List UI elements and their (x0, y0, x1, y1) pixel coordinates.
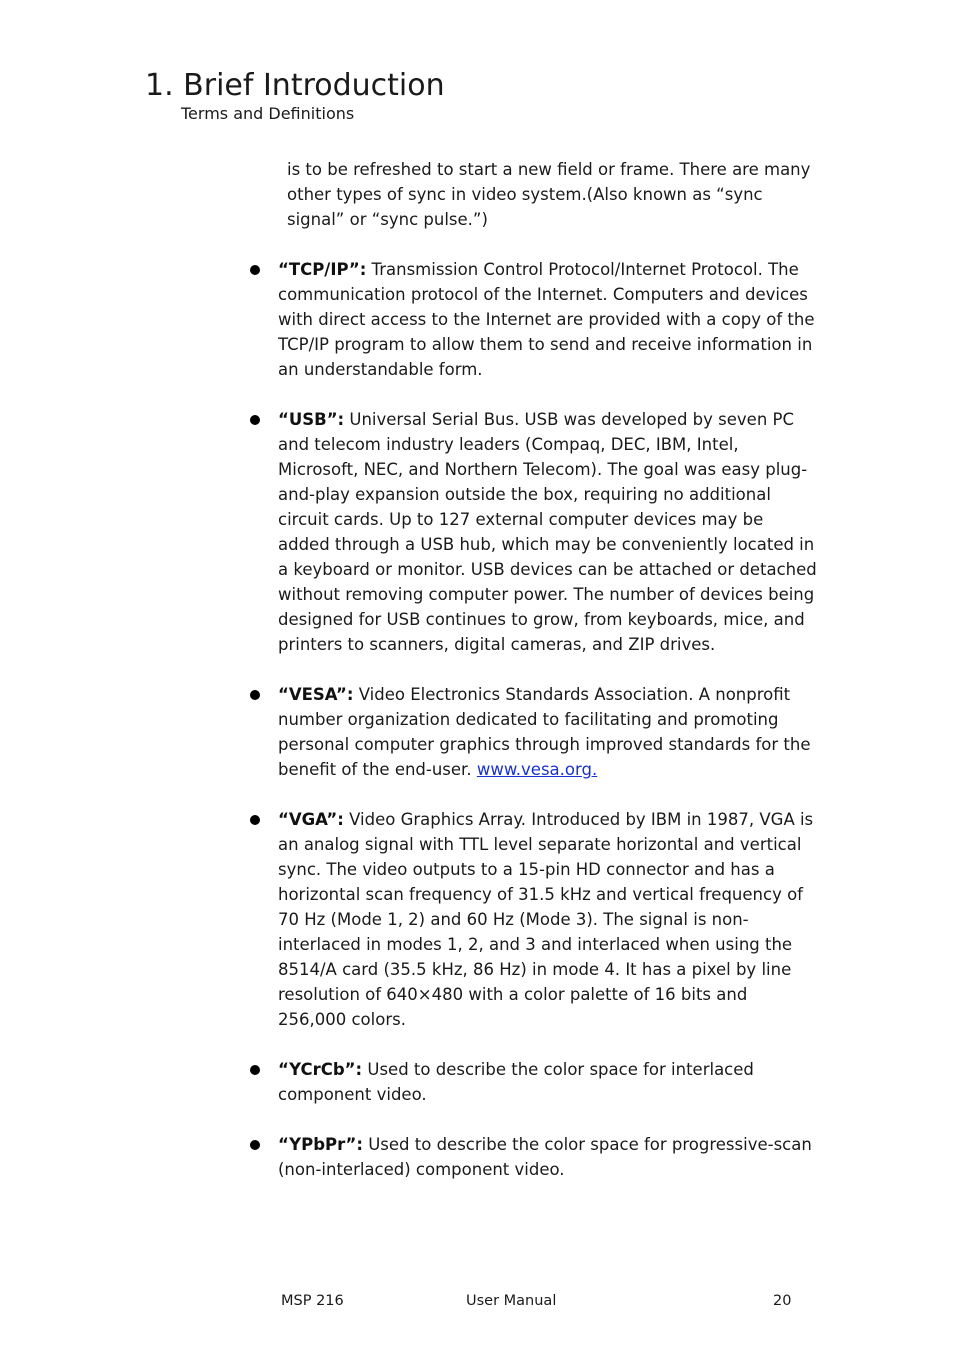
term-definition: Video Electronics Standards Association. A nonprofit number organization dedicated to facilitating and promoting personal computer graphics through improved standards for the benefit of the end-user. (278, 685, 811, 779)
term-name: “USB”: (278, 410, 345, 429)
term-definition: Video Graphics Array. Introduced by IBM in 1987, VGA is an analog signal with TTL level separate horizontal and vertical sync. The video outputs to a 15-pin HD connector and has a horizontal scan frequency of 31.5 kHz and vertical frequency of 70 Hz (Mode 1, 2) and 60 Hz (Mode 3). The signal is non-interlaced in modes 1, 2, and 3 and interlaced when using the 8514/A card (35.5 kHz, 86 Hz) in mode 4. It has a pixel by line resolution of 640×480 with a color palette of 16 bits and 256,000 colors. (278, 810, 814, 1029)
vesa-link[interactable]: www.vesa.org. (476, 760, 598, 779)
term-name: “YPbPr”: (278, 1135, 363, 1154)
bullet-icon (250, 415, 260, 425)
footer-product: MSP 216 (281, 1293, 344, 1309)
term-vesa (278, 682, 817, 782)
term-definition: Transmission Control Protocol/Internet Protocol. The communication protocol of the Internet. Computers and devices with direct access to the Internet are provided with a copy of the TCP/IP program to allow them to send and receive information in an understandable form. (278, 260, 815, 379)
term-name: “YCrCb”: (278, 1060, 363, 1079)
definitions-body (278, 157, 817, 1207)
term-definition: Universal Serial Bus. USB was developed by seven PC and telecom industry leaders (Compaq, DEC, IBM, Intel, Microsoft, NEC, and Northern Telecom). The goal was easy plug-and-play expansion outside the box, requiring no additional circuit cards. Up to 127 external computer devices may be added through a USB hub, which may be conveniently located in a keyboard or monitor. USB devices can be attached or detached without removing computer power. The number of devices being designed for USB continues to grow, from keyboards, mice, and printers to scanners, digital cameras, and ZIP drives. (278, 410, 817, 654)
bullet-icon (250, 815, 260, 825)
term-definition: Used to describe the color space for progressive-scan (non-interlaced) component video. (278, 1135, 812, 1179)
bullet-icon (250, 1065, 260, 1075)
term-tcp-ip (278, 257, 817, 382)
footer-doc-title: User Manual (466, 1293, 557, 1309)
intro-paragraph: is to be refreshed to start a new field or frame. There are many other types of sync in video system.(Also known as “sync signal” or “sync pulse.”) (287, 160, 811, 229)
footer-page-number: 20 (773, 1293, 792, 1309)
term-vga (278, 807, 817, 1032)
term-name: “VGA”: (278, 810, 344, 829)
bullet-icon (250, 1140, 260, 1150)
term-name: “VESA”: (278, 685, 354, 704)
term-ycrcb (278, 1057, 817, 1107)
term-ypbpr (278, 1132, 817, 1182)
chapter-title: 1. Brief Introduction (145, 68, 445, 103)
term-usb (278, 407, 817, 657)
term-name: “TCP/IP”: (278, 260, 367, 279)
bullet-icon (250, 265, 260, 275)
term-definition: Used to describe the color space for interlaced component video. (278, 1060, 754, 1104)
section-subtitle: Terms and Definitions (181, 104, 355, 123)
bullet-icon (250, 690, 260, 700)
